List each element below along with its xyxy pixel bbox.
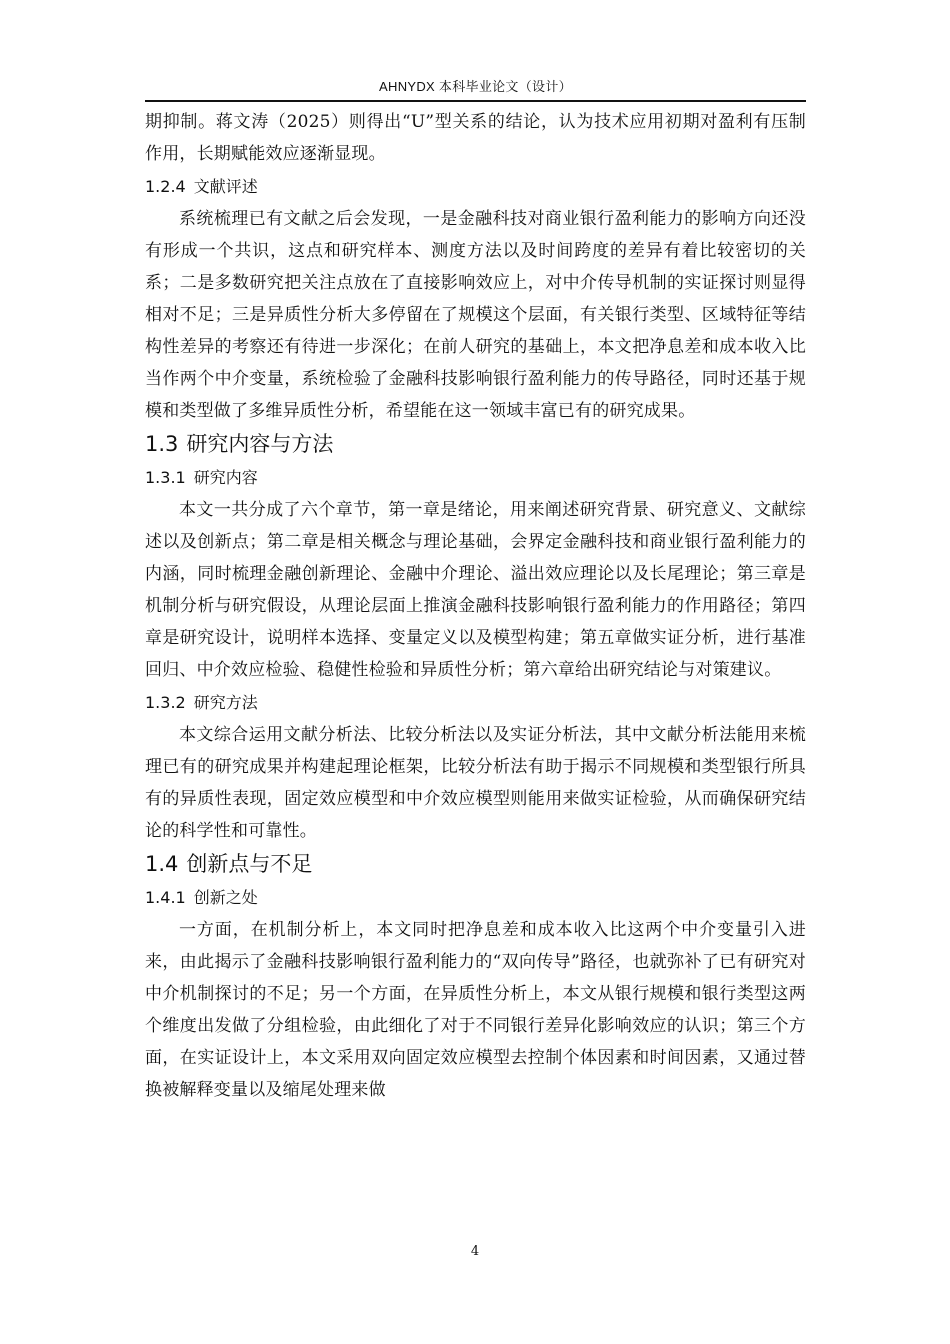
heading-1-2-4 <box>145 170 806 203</box>
running-header: AHNYDX 本科毕业论文（设计） <box>379 79 572 94</box>
paragraph-literature-review: 系统梳理已有文献之后会发现，一是金融科技对商业银行盈利能力的影响方向还没有形成一个共识，这点和研究样本、测度方法以及时间跨度的差异有着比较密切的关系；二是多数研究把关注点放在了直接影响效应上，对中介传导机制的实证探讨则显得相对不足；三是异质性分析大多停留在了规模这个层面，有关银行类型、区域特征等结构性差异的考察还有待进一步深化；在前人研究的基础上，本文把净息差和成本收入比当作两个中介变量，系统检验了金融科技影响银行盈利能力的传导路径，同时还基于规模和类型做了多维异质性分析，希望能在这一领域丰富已有的研究成果。 <box>145 209 806 421</box>
heading-text: 研究方法 <box>193 693 258 712</box>
heading-1-4 <box>145 847 806 881</box>
heading-number: 1.4.1 <box>145 888 186 907</box>
heading-1-4-1 <box>145 881 806 914</box>
heading-number: 1.3.1 <box>145 468 186 487</box>
heading-text: 研究内容 <box>193 468 258 487</box>
paragraph-research-content: 本文一共分成了六个章节，第一章是绪论，用来阐述研究背景、研究意义、文献综述以及创新点；第二章是相关概念与理论基础，会界定金融科技和商业银行盈利能力的内涵，同时梳理金融创新理论、金融中介理论、溢出效应理论以及长尾理论；第三章是机制分析与研究假设，从理论层面上推演金融科技影响银行盈利能力的作用路径；第四章是研究设计，说明样本选择、变量定义以及模型构建；第五章做实证分析，进行基准回归、中介效应检验、稳健性检验和异质性分析；第六章给出研究结论与对策建议。 <box>145 500 806 680</box>
heading-1-3-1 <box>145 461 806 494</box>
paragraph-research-methods: 本文综合运用文献分析法、比较分析法以及实证分析法，其中文献分析法能用来梳理已有的研究成果并构建起理论框架，比较分析法有助于揭示不同规模和类型银行所具有的异质性表现，固定效应模型和中介效应模型则能用来做实证检验，从而确保研究结论的科学性和可靠性。 <box>145 725 806 841</box>
heading-number: 1.3.2 <box>145 693 186 712</box>
heading-text: 文献评述 <box>193 177 258 196</box>
header-divider <box>145 100 806 102</box>
heading-text: 创新点与不足 <box>186 852 313 876</box>
heading-number: 1.2.4 <box>145 177 186 196</box>
page-number: 4 <box>470 1244 480 1259</box>
heading-1-3-2 <box>145 686 806 719</box>
heading-number: 1.4 <box>145 852 179 876</box>
heading-text: 创新之处 <box>193 888 258 907</box>
page-body <box>145 106 806 1106</box>
heading-text: 研究内容与方法 <box>186 432 334 456</box>
heading-number: 1.3 <box>145 432 179 456</box>
heading-1-3 <box>145 427 806 461</box>
paragraph-innovations: 一方面，在机制分析上，本文同时把净息差和成本收入比这两个中介变量引入进来，由此揭示了金融科技影响银行盈利能力的“双向传导”路径，也就弥补了已有研究对中介机制探讨的不足；另一个方面，在异质性分析上，本文从银行规模和银行类型这两个维度出发做了分组检验，由此细化了对于不同银行差异化影响效应的认识；第三个方面，在实证设计上，本文采用双向固定效应模型去控制个体因素和时间因素，又通过替换被解释变量以及缩尾处理来做 <box>145 920 806 1100</box>
paragraph-continued: 期抑制。蒋文涛（2025）则得出“U”型关系的结论，认为技术应用初期对盈利有压制作用，长期赋能效应逐渐显现。 <box>145 112 806 164</box>
